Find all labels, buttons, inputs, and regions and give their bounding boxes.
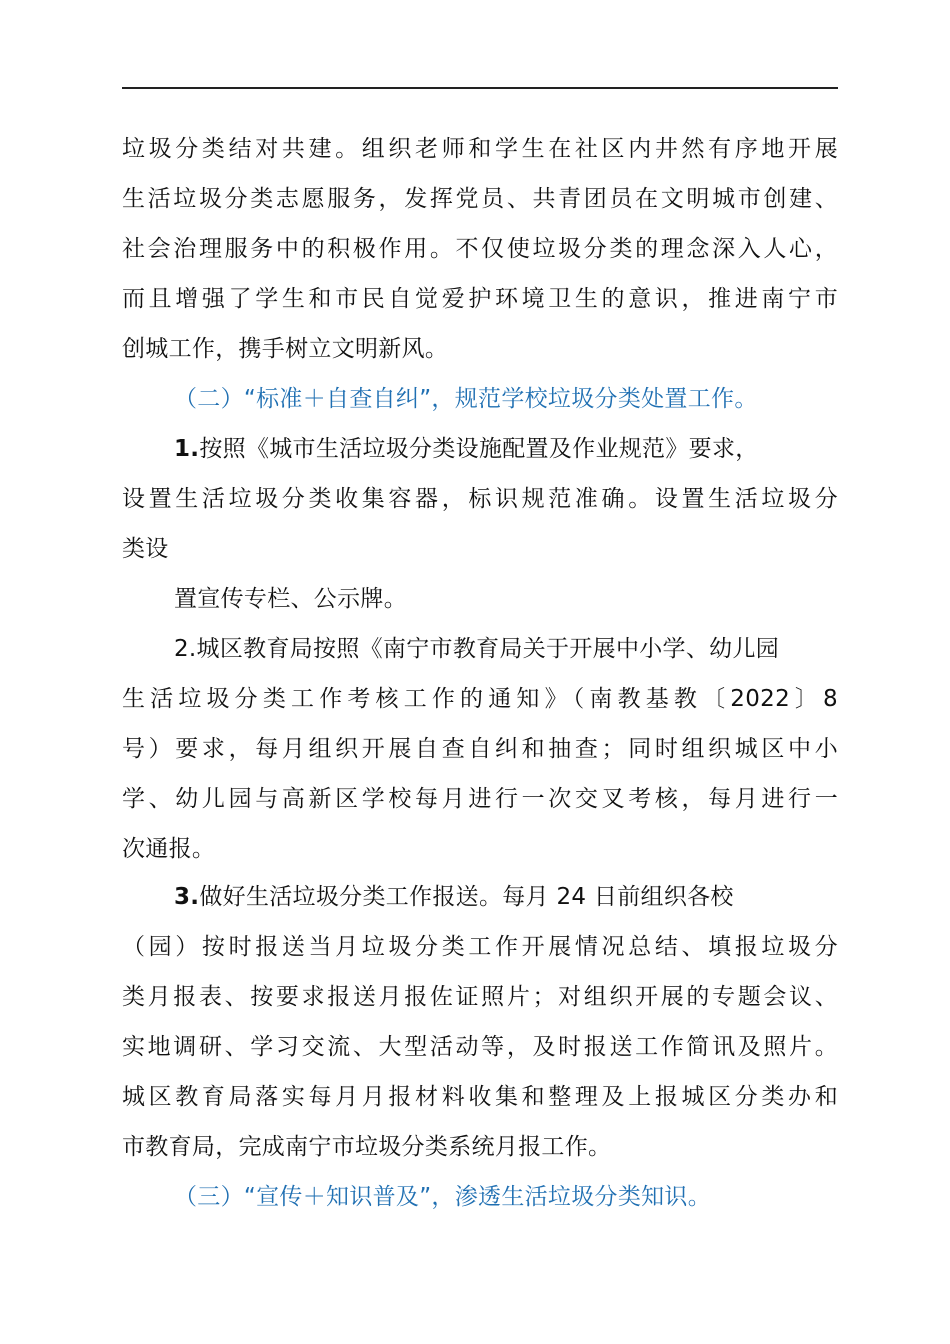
header-rule [122,87,838,89]
item-1-text: 按照《城市生活垃圾分类设施配置及作业规范》要求， [199,436,759,462]
body-line: 创城工作，携手树立文明新风。 [122,336,449,362]
item-3-text: 做好生活垃圾分类工作报送。每月 24 日前组织各校 [199,884,734,910]
section-heading-2: （二）“标准＋自查自纠”，规范学校垃圾分类处置工作。 [174,386,758,412]
body-line: 垃圾分类结对共建。组织老师和学生在社区内井然有序地开展 [122,136,838,162]
section-heading-3: （三）“宣传＋知识普及”，渗透生活垃圾分类知识。 [174,1184,712,1210]
item-2-line: 学、幼儿园与高新区学校每月进行一次交叉考核，每月进行一 [122,786,838,812]
item-1-line: 置宣传专栏、公示牌。 [174,586,407,612]
item-3-line: 市教育局，完成南宁市垃圾分类系统月报工作。 [122,1134,612,1160]
item-2-line: 号）要求，每月组织开展自查自纠和抽查；同时组织城区中小 [122,736,838,762]
item-3-line: （园）按时报送当月垃圾分类工作开展情况总结、填报垃圾分 [122,934,838,960]
item-2-line: 生活垃圾分类工作考核工作的通知》（南教基教〔2022〕8 [122,686,838,712]
item-3-number: 3. [174,884,200,910]
body-line: 社会治理服务中的积极作用。不仅使垃圾分类的理念深入人心， [122,236,838,262]
item-1-line: 设置生活垃圾分类收集容器，标识规范准确。设置生活垃圾分 [122,486,838,512]
item-2-line: 2.城区教育局按照《南宁市教育局关于开展中小学、幼儿园 [174,636,780,662]
body-line: 而且增强了学生和市民自觉爱护环境卫生的意识，推进南宁市 [122,286,838,312]
item-3-line: 类月报表、按要求报送月报佐证照片；对组织开展的专题会议、 [122,984,838,1010]
item-3-line: 实地调研、学习交流、大型活动等，及时报送工作简讯及照片。 [122,1034,838,1060]
body-line: 生活垃圾分类志愿服务，发挥党员、共青团员在文明城市创建、 [122,186,838,212]
item-3-line: 城区教育局落实每月月报材料收集和整理及上报城区分类办和 [122,1084,838,1110]
item-2-line: 次通报。 [122,836,216,862]
item-1-line: 类设 [122,536,169,562]
item-1-line [174,433,759,465]
item-1-number: 1. [174,436,200,462]
item-3-line [174,881,734,913]
